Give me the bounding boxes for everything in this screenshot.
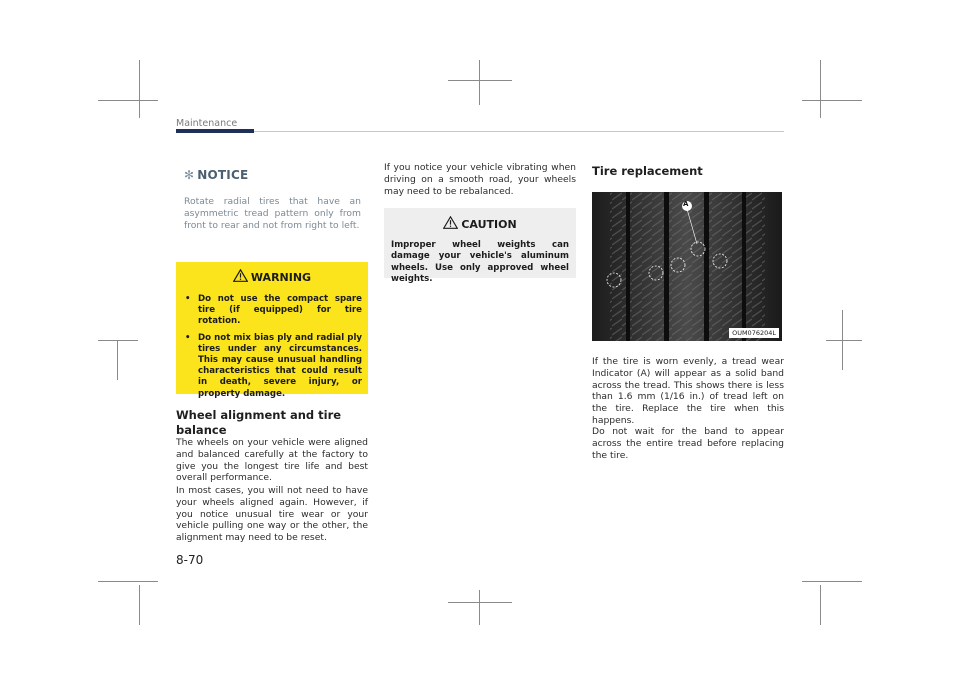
crop-mark	[139, 60, 140, 118]
warning-item: • Do not mix bias ply and radial ply tires under any circumstances. This may cause unusual handling characteristics that could result in death, severe injury, or property damage.	[184, 333, 362, 400]
crop-mark	[820, 60, 821, 118]
caution-title: CAUTION	[461, 218, 517, 231]
caution-triangle-icon	[443, 216, 458, 229]
replacement-paragraph-2: Do not wait for the band to appear across the entire tread before replacing the tire.	[592, 426, 784, 461]
crop-mark	[826, 340, 862, 341]
header-accent-bar	[176, 129, 254, 133]
header-rule	[254, 131, 784, 132]
vibration-paragraph: If you notice your vehicle vibrating when driving on a smooth road, your wheels may need to be rebalanced.	[384, 162, 576, 197]
warning-item: • Do not use the compact spare tire (if equipped) for tire rotation.	[184, 294, 362, 328]
warning-triangle-icon	[233, 269, 248, 282]
warning-list	[184, 294, 362, 405]
caution-box	[384, 208, 576, 285]
notice-title: NOTICE	[197, 168, 249, 182]
tire-tread-figure	[592, 192, 782, 341]
alignment-heading-line2: balance	[176, 422, 227, 437]
tire-tread-illustration	[592, 192, 782, 341]
crop-mark	[448, 80, 512, 81]
snowflake-star-icon: ✻	[184, 168, 195, 182]
figure-code: OUM076204L	[729, 328, 779, 338]
crop-mark	[448, 602, 512, 603]
replacement-heading: Tire replacement	[592, 164, 703, 178]
crop-mark	[98, 100, 158, 101]
alignment-paragraph-1: The wheels on your vehicle were aligned and balanced carefully at the factory to give you the longest tire life and best overall performance.	[176, 437, 368, 484]
crop-mark	[98, 340, 138, 341]
crop-mark	[98, 581, 158, 582]
page-number: 8-70	[176, 553, 204, 567]
warning-box	[176, 262, 368, 399]
crop-mark	[117, 340, 118, 380]
crop-mark	[479, 590, 480, 625]
crop-mark	[139, 585, 140, 625]
caution-text: Improper wheel weights can damage your vehicle's aluminum wheels. Use only approved wheel weights.	[391, 240, 569, 285]
warning-heading	[176, 269, 368, 284]
replacement-paragraph-1: If the tire is worn evenly, a tread wear Indicator (A) will appear as a solid band across the tread. This shows there is less than 1.6 mm (1/16 in.) of tread left on the tire. Replace the tire when this happens.	[592, 356, 784, 426]
alignment-heading-line1: Wheel alignment and tire	[176, 408, 342, 422]
caution-heading	[384, 216, 576, 231]
notice-text: Rotate radial tires that have an asymmetric tread pattern only from front to rear and not from right to left.	[184, 196, 361, 232]
indicator-marker-label: A	[683, 200, 689, 208]
warning-title: WARNING	[250, 271, 312, 284]
alignment-heading	[176, 408, 341, 437]
notice-heading	[184, 168, 248, 182]
crop-mark	[820, 585, 821, 625]
crop-mark	[802, 581, 862, 582]
section-label: Maintenance	[176, 118, 238, 129]
crop-mark	[479, 60, 480, 105]
alignment-paragraph-2: In most cases, you will not need to have your wheels aligned again. However, if you notice unusual tire wear or your vehicle pulling one way or the other, the alignment may need to be reset.	[176, 485, 368, 544]
crop-mark	[802, 100, 862, 101]
